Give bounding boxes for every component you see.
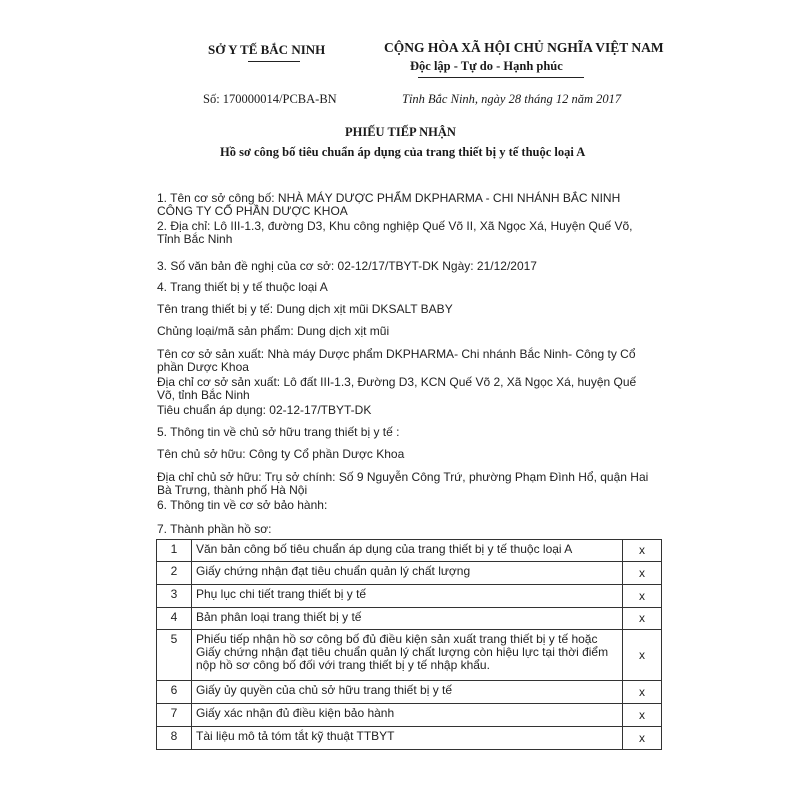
- row-description: Bản phân loại trang thiết bị y tế: [192, 608, 623, 630]
- row-description: Phụ lục chi tiết trang thiết bị y tế: [192, 585, 623, 608]
- place-and-date: Tỉnh Bắc Ninh, ngày 28 tháng 12 năm 2017: [402, 92, 622, 106]
- section-device-name: Tên trang thiết bị y tế: Dung dịch xịt mũi DKSALT BABY: [157, 302, 453, 316]
- row-description: Giấy ủy quyền của chủ sở hữu trang thiết bị y tế: [192, 681, 623, 704]
- section-facility-name: 1. Tên cơ sở công bố: NHÀ MÁY DƯỢC PHẨM DKPHARMA - CHI NHÁNH BẮC NINH CÔNG TY CỔ PHẦN DƯỢC KHOA: [157, 191, 621, 218]
- section-device-type: Chủng loại/mã sản phẩm: Dung dịch xịt mũi: [157, 324, 390, 338]
- row-number: 5: [157, 630, 192, 681]
- section-owner-name: Tên chủ sở hữu: Công ty Cổ phần Dược Khoa: [157, 447, 405, 461]
- table-row: [157, 630, 662, 681]
- row-description: Giấy xác nhận đủ điều kiện bảo hành: [192, 704, 623, 727]
- row-description: Tài liệu mô tả tóm tắt kỹ thuật TTBYT: [192, 727, 623, 750]
- motto-underline: [418, 77, 584, 78]
- row-number: 4: [157, 608, 192, 630]
- section-applied-standard: Tiêu chuẩn áp dụng: 02-12-17/TBYT-DK: [157, 403, 372, 417]
- document-number: Số: 170000014/PCBA-BN: [203, 92, 337, 106]
- row-number: 6: [157, 681, 192, 704]
- documents-table: [156, 539, 662, 750]
- authority-underline: [248, 61, 300, 62]
- document-title: PHIẾU TIẾP NHẬN: [345, 125, 456, 139]
- table-row: [157, 727, 662, 750]
- row-description: Phiếu tiếp nhận hồ sơ công bố đủ điều kiện sản xuất trang thiết bị y tế hoặc Giấy chứng nhận đạt tiêu chuẩn quản lý chất lượng còn hiệu lực tại thời điểm nộp hồ sơ công bố đối với trang thiết bị y tế nhập khẩu.: [192, 630, 623, 681]
- row-check-mark: x: [623, 681, 662, 704]
- row-description: Giấy chứng nhận đạt tiêu chuẩn quản lý chất lượng: [192, 562, 623, 585]
- section-request-number: 3. Số văn bản đề nghị của cơ sở: 02-12/17/TBYT-DK Ngày: 21/12/2017: [157, 259, 537, 273]
- row-check-mark: x: [623, 608, 662, 630]
- row-number: 7: [157, 704, 192, 727]
- section-owner-heading: 5. Thông tin về chủ sở hữu trang thiết bị y tế :: [157, 425, 400, 439]
- row-check-mark: x: [623, 540, 662, 562]
- national-motto: Độc lập - Tự do - Hạnh phúc: [410, 59, 563, 73]
- row-check-mark: x: [623, 562, 662, 585]
- country-name: CỘNG HÒA XÃ HỘI CHỦ NGHĨA VIỆT NAM: [384, 40, 664, 55]
- table-row: [157, 540, 662, 562]
- table-row: [157, 681, 662, 704]
- row-check-mark: x: [623, 630, 662, 681]
- table-row: [157, 562, 662, 585]
- table-row: [157, 704, 662, 727]
- section-manufacturer-address: Địa chỉ cơ sở sản xuất: Lô đất III-1.3, Đường D3, KCN Quế Võ 2, Xã Ngọc Xá, huyện Quế Võ, tỉnh Bắc Ninh: [157, 375, 637, 402]
- issuing-authority: SỞ Y TẾ BẮC NINH: [208, 42, 326, 57]
- row-number: 8: [157, 727, 192, 750]
- section-device-heading: 4. Trang thiết bị y tế thuộc loại A: [157, 280, 328, 294]
- row-number: 3: [157, 585, 192, 608]
- document-subtitle: Hồ sơ công bố tiêu chuẩn áp dụng của trang thiết bị y tế thuộc loại A: [220, 145, 586, 159]
- table-row: [157, 585, 662, 608]
- row-description: Văn bản công bố tiêu chuẩn áp dụng của trang thiết bị y tế thuộc loại A: [192, 540, 623, 562]
- row-check-mark: x: [623, 727, 662, 750]
- row-check-mark: x: [623, 585, 662, 608]
- row-check-mark: x: [623, 704, 662, 727]
- table-row: [157, 608, 662, 630]
- row-number: 1: [157, 540, 192, 562]
- section-owner-address: Địa chỉ chủ sở hữu: Trụ sở chính: Số 9 Nguyễn Công Trứ, phường Phạm Đình Hổ, quận Hai Bà Trưng, thành phố Hà Nội: [157, 470, 649, 497]
- section-manufacturer: Tên cơ sở sản xuất: Nhà máy Dược phẩm DKPHARMA- Chi nhánh Bắc Ninh- Công ty Cổ phần Dược Khoa: [157, 347, 636, 374]
- row-number: 2: [157, 562, 192, 585]
- section-documents-heading: 7. Thành phần hồ sơ:: [157, 522, 272, 536]
- section-facility-address: 2. Địa chỉ: Lô III-1.3, đường D3, Khu công nghiệp Quế Võ II, Xã Ngọc Xá, Huyện Quế Võ, Tỉnh Bắc Ninh: [157, 219, 633, 246]
- section-warranty: 6. Thông tin về cơ sở bảo hành:: [157, 498, 328, 512]
